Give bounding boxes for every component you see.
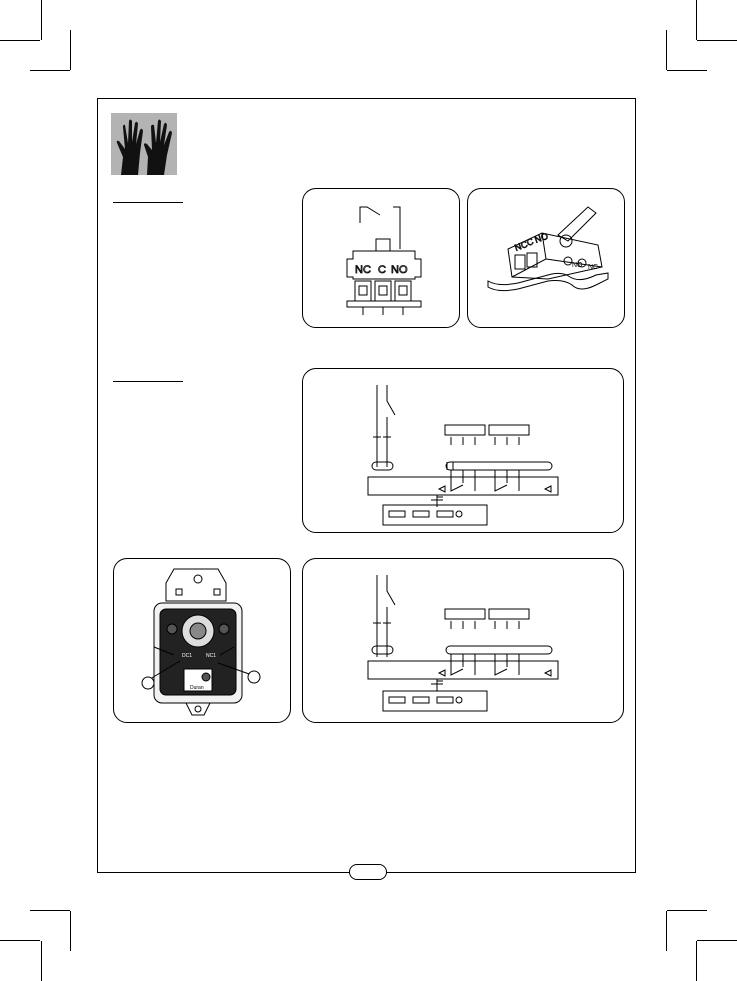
crop-mark <box>667 910 707 911</box>
crop-mark <box>696 0 697 40</box>
terminal-label-no: NO <box>391 264 408 276</box>
wiring-diagram-panel-1 <box>302 368 624 533</box>
photo-label-nc: NC <box>513 239 529 253</box>
connector-diagram-panel <box>302 188 460 328</box>
device-label-dc1: DC1 <box>182 653 193 659</box>
device-photo-panel <box>113 558 291 723</box>
photo-label-no-small: NO <box>572 262 583 269</box>
device-label-panel: Duran <box>190 685 204 691</box>
crop-mark <box>696 941 697 981</box>
wiring-diagram-panel-2 <box>302 558 624 723</box>
crop-mark <box>30 70 70 71</box>
crop-mark <box>666 911 667 951</box>
page-number-badge <box>349 864 387 880</box>
crop-mark <box>667 70 707 71</box>
terminal-label-nc: NC <box>355 264 371 276</box>
photo-label-c: C <box>525 236 535 248</box>
crop-mark <box>697 40 737 41</box>
crop-mark <box>70 911 71 951</box>
crop-mark <box>30 910 70 911</box>
crop-mark <box>0 40 40 41</box>
section-underline <box>113 202 183 203</box>
crop-mark <box>41 941 42 981</box>
hands-icon <box>111 113 177 175</box>
crop-mark <box>666 30 667 70</box>
photo-label-nc-small: NC <box>588 264 599 271</box>
device-label-nc1: NC1 <box>206 653 217 659</box>
crop-mark <box>0 940 40 941</box>
crop-mark <box>697 940 737 941</box>
photo-label-no: NO <box>533 230 550 245</box>
section-underline <box>113 381 183 382</box>
terminal-label-c: C <box>378 264 386 276</box>
crop-mark <box>41 0 42 40</box>
terminal-illustration-panel <box>467 188 625 328</box>
crop-mark <box>70 30 71 70</box>
